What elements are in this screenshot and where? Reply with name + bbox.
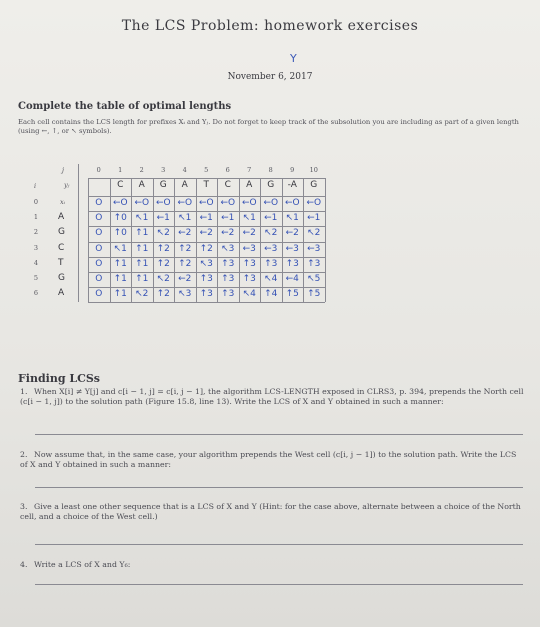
table-cell: O [95, 228, 103, 239]
y-letter: G [159, 180, 167, 190]
table-cell: ↑2 [199, 243, 213, 254]
y-letter: A [181, 180, 188, 190]
y-letter: A [246, 180, 253, 190]
table-cell: ↑2 [178, 243, 192, 254]
table-cell: ←O [177, 198, 193, 208]
table-cell: ↖1 [135, 213, 149, 224]
exercise-number: 4. [20, 560, 28, 569]
exercise-number: 1. [20, 387, 28, 396]
table-cell: ↑2 [156, 243, 170, 254]
table-cell: ↖1 [242, 213, 256, 224]
y-letter: -A [287, 180, 297, 190]
table-cell: ←O [198, 198, 214, 208]
table-cell: ↖3 [221, 243, 235, 254]
table-cell: ←1 [156, 213, 170, 224]
table-cell: ↑3 [221, 289, 235, 300]
x-letter: G [58, 227, 65, 238]
grid-line [88, 211, 325, 212]
table-cell: ←O [284, 198, 300, 208]
table-cell: ↑3 [199, 289, 213, 300]
table-cell: ↑5 [285, 289, 299, 300]
table-cell: ↑4 [264, 289, 278, 300]
exercise-item [20, 387, 525, 407]
document-date: November 6, 2017 [227, 72, 313, 82]
column-index: 3 [161, 166, 166, 174]
table-cell: ↑1 [113, 289, 127, 300]
row-index: 2 [33, 228, 39, 237]
table-cell: ←1 [264, 213, 278, 224]
grid-line [325, 178, 326, 302]
row-index: 4 [33, 258, 39, 267]
grid-line [88, 302, 325, 303]
table-cell: ←4 [285, 274, 299, 284]
table-cell: ↑1 [113, 258, 127, 269]
row-index: 6 [33, 289, 39, 298]
table-cell: ←1 [221, 213, 235, 224]
handwritten-mark: Y [290, 52, 297, 65]
table-cell: ←O [112, 198, 128, 208]
y-letter: C [117, 180, 124, 190]
table-cell: ↖2 [135, 289, 149, 300]
column-index: 0 [96, 166, 101, 174]
x-letter: A [58, 212, 65, 223]
table-cell: O [95, 289, 103, 300]
table-cell: ↑0 [113, 213, 127, 224]
x-letter: C [58, 242, 65, 253]
column-index: 4 [182, 166, 187, 174]
table-cell: ←1 [307, 213, 321, 224]
y-letter: T [203, 180, 209, 190]
table-cell: ↖2 [156, 228, 170, 239]
x-letter: G [58, 273, 65, 283]
i-label: i [34, 182, 37, 190]
column-index: 8 [268, 166, 273, 174]
table-cell: ←1 [199, 213, 213, 224]
table-cell: ↖2 [156, 274, 170, 284]
table-cell: ←O [241, 198, 257, 208]
table-cell: O [95, 213, 103, 224]
table-cell: ↑0 [113, 228, 127, 239]
table-cell: ←3 [264, 243, 278, 254]
grid-line [88, 226, 325, 227]
row-index: 1 [33, 213, 39, 222]
answer-line[interactable] [35, 487, 523, 488]
y-letter: C [224, 180, 231, 190]
table-cell: ↑5 [307, 289, 321, 300]
exercise-text: Write a LCS of X and Y₆: [34, 560, 131, 569]
grid-line [88, 196, 325, 197]
column-index: 1 [118, 166, 123, 174]
row-index: 0 [33, 198, 39, 206]
grid-line [88, 257, 325, 258]
table-cell: ↑3 [199, 274, 213, 284]
table-cell: ←2 [221, 228, 235, 239]
table-cell: ↑1 [135, 228, 149, 239]
exercise-item [20, 560, 525, 570]
table-cell: ↑1 [135, 243, 149, 254]
table-cell: ↑3 [307, 258, 321, 269]
finding-heading: Finding LCSs [18, 372, 101, 385]
table-cell: ↑2 [156, 258, 170, 269]
table-cell: O [95, 243, 103, 254]
y-letter: G [267, 180, 275, 190]
column-index: 5 [204, 166, 209, 174]
table-cell: ↑1 [113, 274, 127, 284]
exercise-text: Now assume that, in the same case, your algorithm prepends the West cell (c[i, j − 1]) to the solution path. Write the LCS of X and Y obtained in such a manner: [20, 450, 517, 469]
table-cell: ↑3 [242, 258, 256, 269]
grid-line [78, 164, 79, 302]
j-label: j [62, 166, 65, 174]
exercise-number: 3. [20, 502, 28, 511]
answer-line[interactable] [35, 544, 523, 545]
table-cell: ←2 [285, 228, 299, 239]
exercise-item [20, 502, 525, 522]
table-cell: ←3 [242, 243, 256, 254]
xi-label: xᵢ [60, 198, 65, 206]
table-cell: ↖1 [285, 213, 299, 224]
answer-line[interactable] [35, 584, 523, 585]
table-cell: ←2 [242, 228, 256, 239]
table-cell: ↖3 [199, 258, 213, 269]
table-cell: ↖4 [264, 274, 278, 284]
table-cell: ←3 [285, 243, 299, 254]
table-cell: ←3 [307, 243, 321, 254]
table-cell: ↑3 [264, 258, 278, 269]
table-cell: ←O [155, 198, 171, 208]
table-cell: O [95, 274, 103, 284]
exercise-text: When X[i] ≠ Y[j] and c[i − 1, j] = c[i, j − 1], the algorithm LCS-LENGTH exposed in CLRS3, p. 394, prepends the North cell (c[i − 1, j]) to the solution path (Figure 15.8, line 13). Write the LCS of X and Y obtained in such a manner: [20, 387, 524, 406]
page-title: The LCS Problem: homework exercises [121, 18, 419, 34]
table-cell: ↑2 [156, 289, 170, 300]
answer-line[interactable] [35, 434, 523, 435]
table-cell: ↖4 [242, 289, 256, 300]
table-section-heading: Complete the table of optimal lengths [18, 101, 232, 112]
table-cell: ↑3 [221, 274, 235, 284]
column-index: 2 [139, 166, 144, 174]
table-cell: ←2 [178, 274, 192, 284]
table-instructions: Each cell contains the LCS length for prefixes Xᵢ and Yⱼ. Do not forget to keep track of the subsolution you are including as part of a given length (using ←, ↑, or ↖ symbols). [18, 118, 519, 135]
table-cell: ←O [134, 198, 150, 208]
table-cell: ↖5 [307, 274, 321, 284]
table-cell: ←O [220, 198, 236, 208]
table-cell: ↖1 [178, 213, 192, 224]
table-cell: ←O [306, 198, 322, 208]
exercise-number: 2. [20, 450, 28, 459]
table-cell: O [95, 258, 103, 269]
table-cell: ←O [263, 198, 279, 208]
table-cell: ↖2 [307, 228, 321, 239]
column-index: 7 [247, 166, 252, 174]
column-index: 10 [309, 166, 318, 174]
table-cell: ↑1 [135, 274, 149, 284]
table-cell: ↑3 [221, 258, 235, 269]
table-cell: ↑3 [285, 258, 299, 269]
exercise-item [20, 450, 525, 470]
x-letter: A [58, 288, 65, 299]
table-cell: ↑2 [178, 258, 192, 269]
grid-line [88, 178, 325, 179]
row-index: 5 [33, 274, 39, 282]
column-index: 6 [225, 166, 230, 174]
table-cell: ↖1 [113, 243, 127, 254]
exercise-text: Give a least one other sequence that is a LCS of X and Y (Hint: for the case above, alternate between a choice of the North cell, and a choice of the West cell.) [20, 502, 521, 521]
column-index: 9 [290, 166, 295, 174]
table-cell: ↑1 [135, 258, 149, 269]
table-cell: O [95, 198, 103, 208]
table-cell: ←2 [178, 228, 192, 239]
row-index: 3 [33, 243, 39, 252]
grid-line [88, 287, 325, 288]
grid-line [88, 272, 325, 273]
y-letter: A [138, 180, 145, 190]
table-cell: ←2 [199, 228, 213, 239]
yj-label: yⱼ [64, 181, 70, 189]
table-cell: ↖2 [264, 228, 278, 239]
grid-line [88, 242, 325, 243]
y-letter: G [310, 180, 318, 190]
x-letter: T [58, 257, 64, 268]
table-cell: ↑3 [242, 274, 256, 284]
table-cell: ↖3 [178, 289, 192, 300]
